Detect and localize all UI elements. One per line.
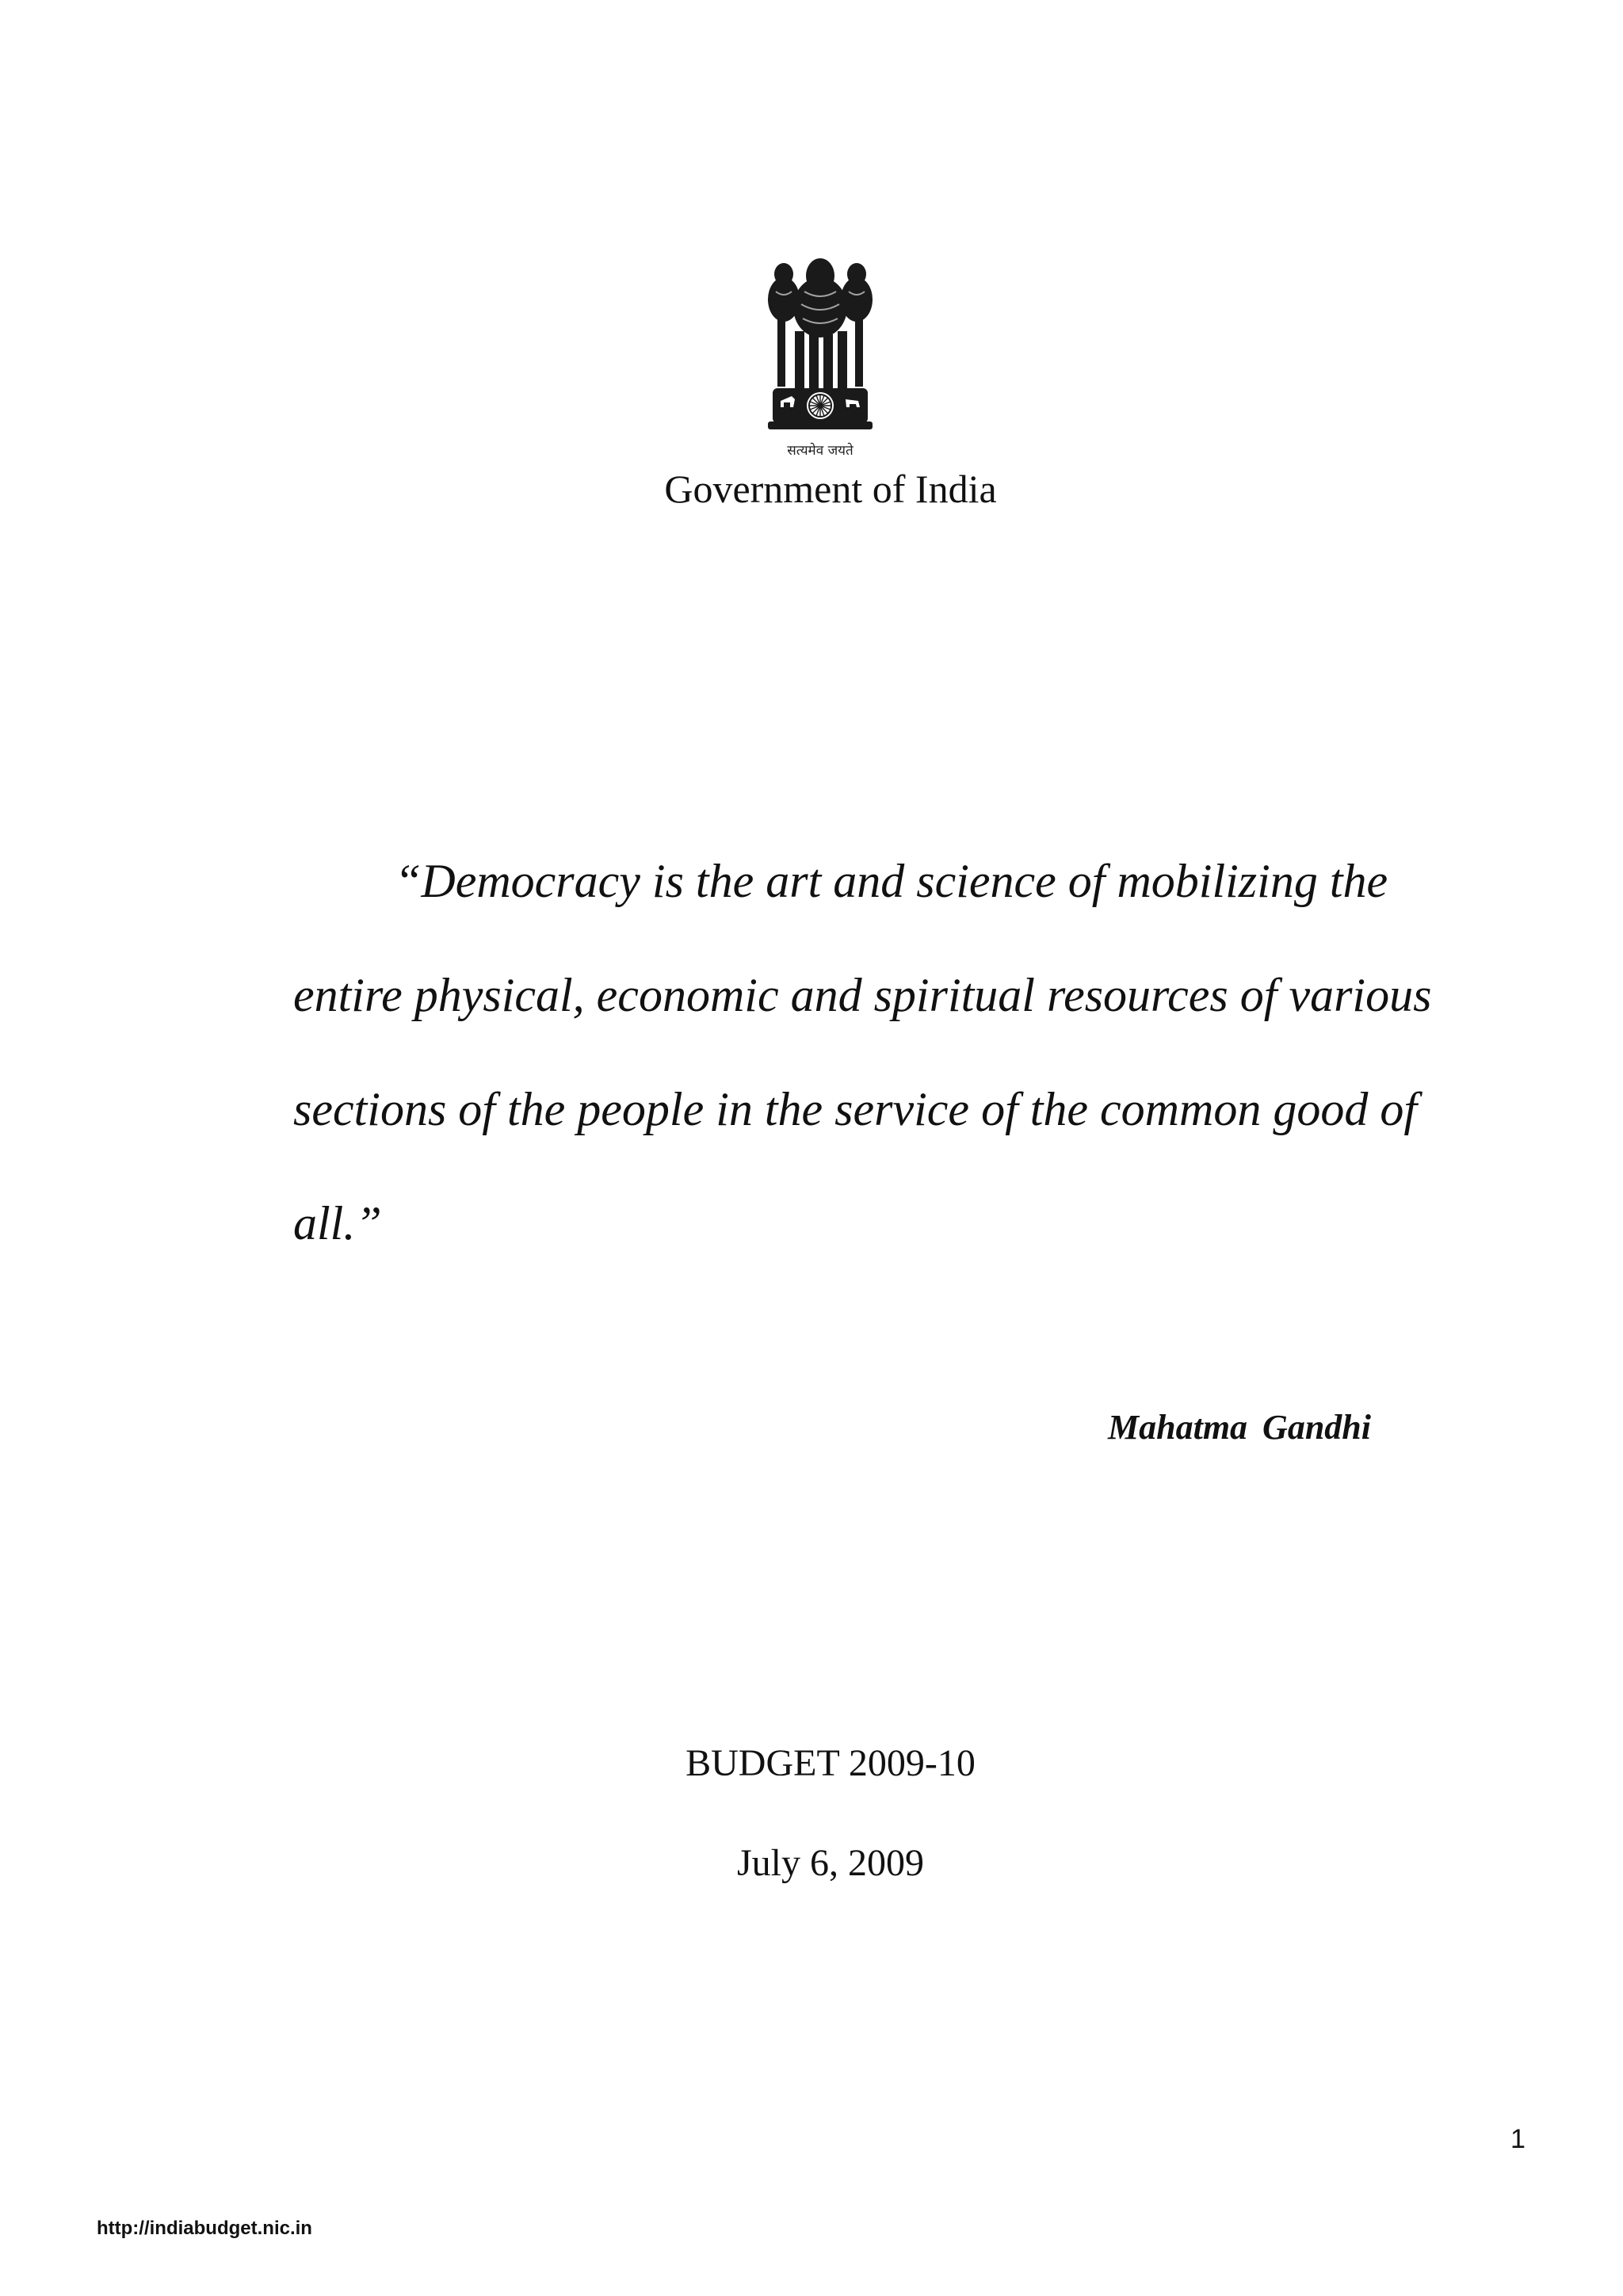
budget-date: July 6, 2009 <box>736 1842 924 1884</box>
national-emblem-icon <box>757 252 884 466</box>
quote-line: “Democracy is the art and science of mobilizing the <box>395 855 1388 907</box>
footer-url: http://indiabudget.nic.in <box>97 2218 312 2239</box>
emblem-motto: सत्यमेव जयते <box>787 443 854 459</box>
quote-line: sections of the people in the service of the common good of <box>293 1083 1417 1135</box>
quote-line: all.” <box>293 1197 382 1249</box>
quote-author: Mahatma Gandhi <box>1108 1408 1371 1447</box>
quote-block <box>293 824 1432 1280</box>
budget-title: BUDGET 2009-10 <box>685 1742 976 1784</box>
government-title: Government of India <box>664 467 997 511</box>
page-number: 1 <box>1510 2124 1526 2154</box>
quote-line: entire physical, economic and spiritual resources of various <box>293 969 1432 1021</box>
